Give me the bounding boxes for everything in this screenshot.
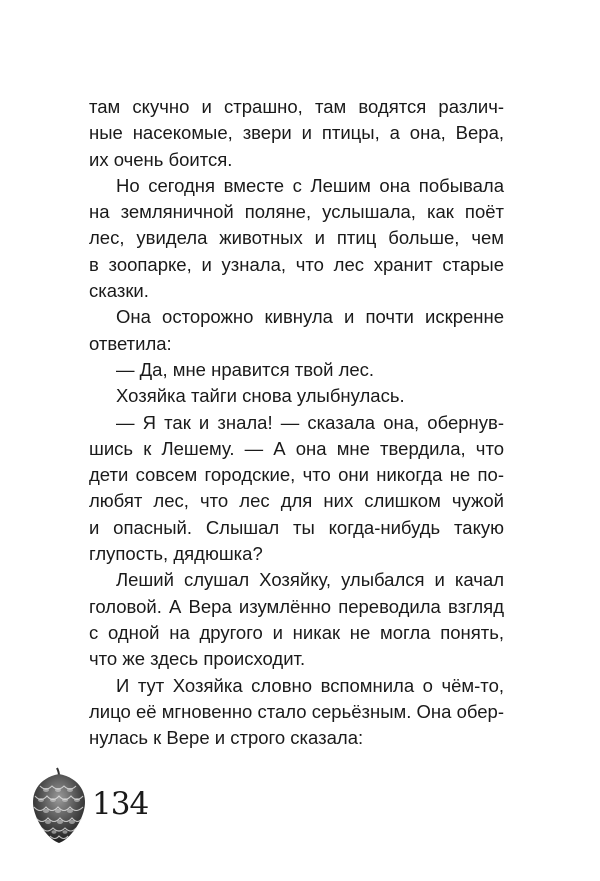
pine-cone-icon [28,766,90,844]
text-line: с одной на другого и никак не могла понять, [89,621,504,643]
text-line: там скучно и страшно, там водятся различ- [89,96,504,117]
text-line: лицо её мгновенно стало серьёзным. Она обер- [89,700,504,722]
text-line: лес, увидела животных и птиц больше, чем [89,227,504,249]
text-line: и опасный. Слышал ты когда-нибудь такую [89,516,504,538]
text-line: в зоопарке, и узнала, что лес хранит старые [89,253,504,275]
text-line: глупость, дядюшка? [89,543,263,565]
text-line: нулась к Вере и строго сказала: [89,727,364,749]
text-line: Она осторожно кивнула и почти искренне [116,306,504,328]
text-line: ные насекомые, звери и птицы, а она, Вера, [89,122,504,144]
text-line: Хозяйка тайги снова улыбнулась. [116,385,405,407]
text-line: головой. А Вера изумлённо переводила взгляд [89,595,504,617]
text-line: любят лес, что лес для них слишком чужой [89,490,504,512]
text-line: — Да, мне нравится твой лес. [116,358,375,380]
text-line: что же здесь происходит. [89,648,306,670]
text-line: дети совсем городские, что они никогда не по- [89,464,504,486]
text-line: сказки. [89,280,149,302]
text-line: И тут Хозяйка словно вспомнила о чём-то, [116,674,504,696]
page-footer [28,766,158,846]
text-line: Но сегодня вместе с Лешим она побывала [116,174,504,196]
text-line: — Я так и знала! — сказала она, обернув- [116,411,504,433]
body-text [89,94,504,751]
text-line: Леший слушал Хозяйку, улыбался и качал [116,569,504,591]
page-number: 134 [92,786,149,822]
text-line: шись к Лешему. — А она мне твердила, что [89,437,504,459]
text-line: на земляничной поляне, услышала, как поёт [89,201,504,223]
text-line: ответила: [89,332,172,354]
text-line: их очень боится. [89,148,233,170]
